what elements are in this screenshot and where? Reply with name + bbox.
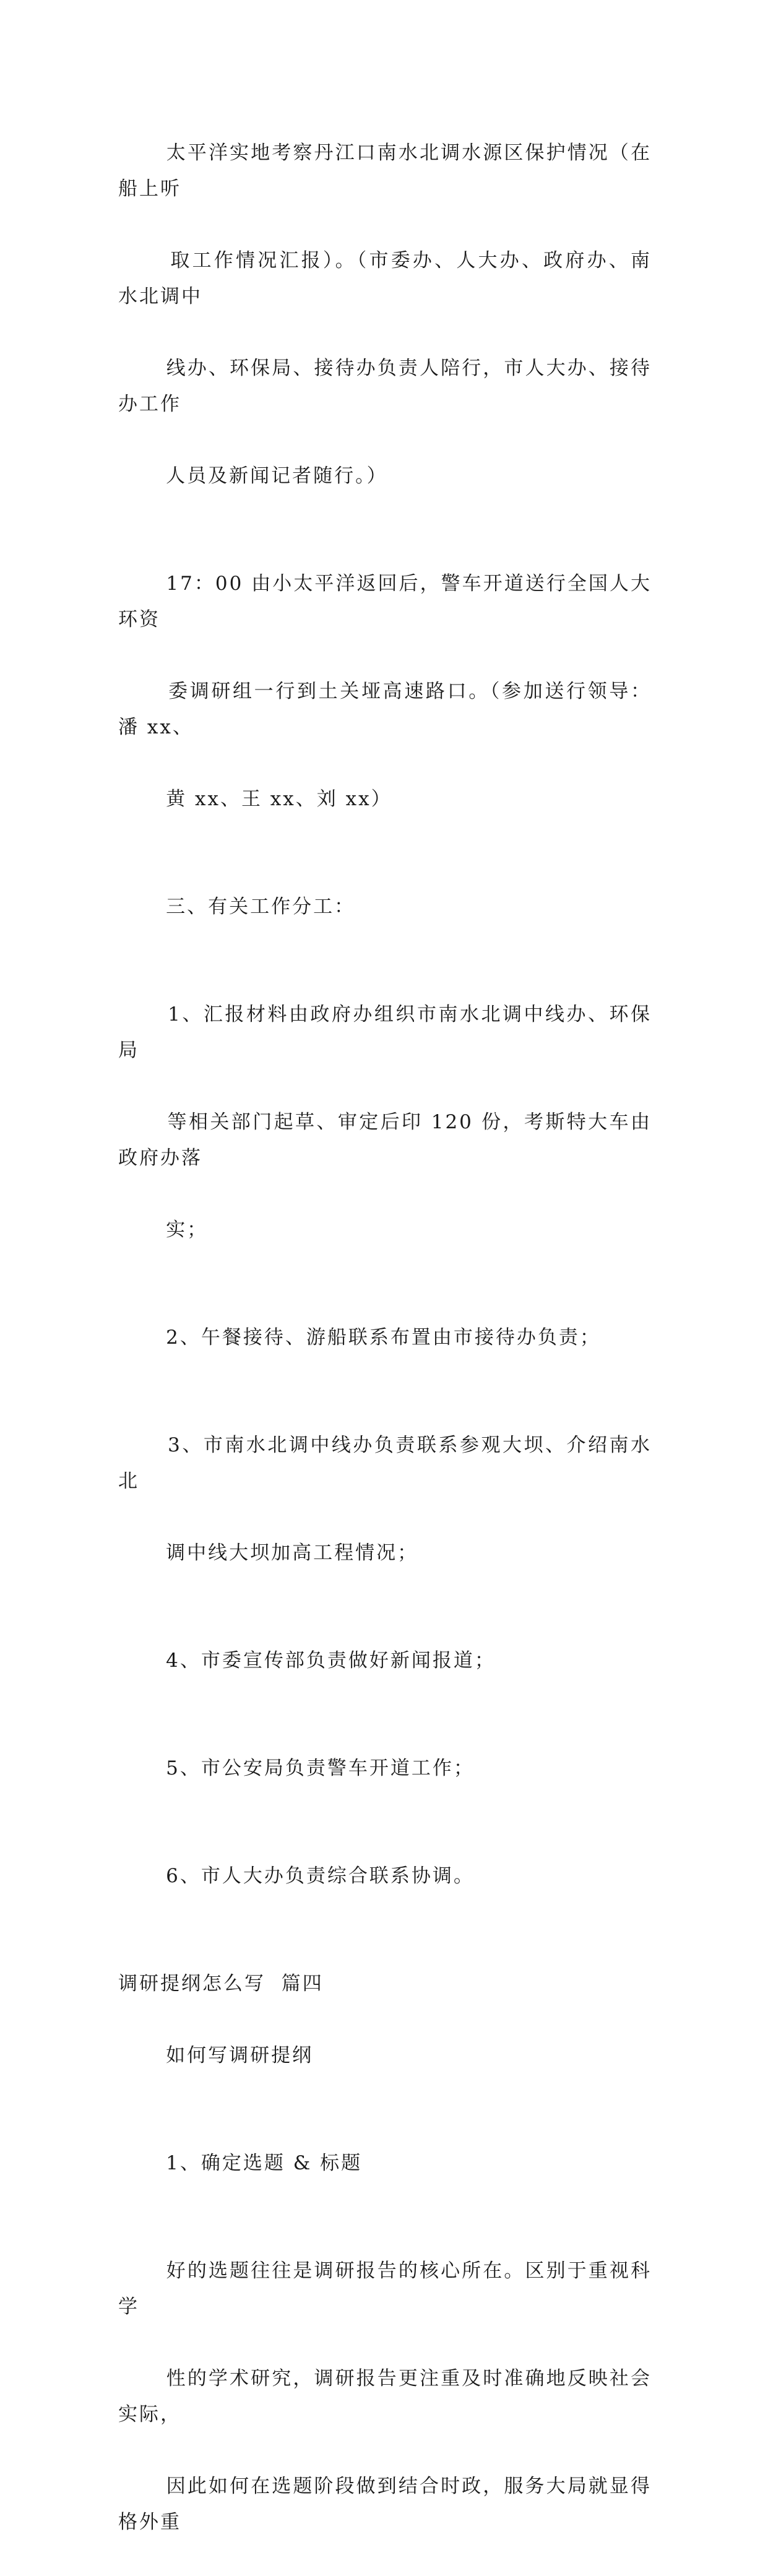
text-line: 1、确定选题 & 标题: [166, 2152, 363, 2174]
text-line: 如何写调研提纲: [166, 2044, 314, 2067]
paragraph: [118, 1284, 652, 1391]
text-line: 5、市公安局负责警车开道工作；: [166, 1757, 475, 1779]
text-line: 因此如何在选题阶段做到结合时政，服务大局就显得格外重: [118, 2475, 652, 2533]
text-line: 取工作情况汇报）。（市委办、人大办、政府办、南水北调中: [118, 249, 652, 308]
paragraph: [118, 99, 652, 530]
text-line: 17：00 由小太平洋返回后，警车开道送行全国人大环资: [118, 573, 652, 631]
paragraph: [118, 530, 652, 853]
section-heading: 调研提纲怎么写 篇四: [118, 1973, 324, 1995]
text-line: 2、午餐接待、游船联系布置由市接待办负责；: [166, 1326, 601, 1349]
paragraph: [118, 2109, 652, 2217]
text-line: 3、市南水北调中线办负责联系参观大坝、介绍南水北: [118, 1434, 652, 1492]
text-line: 线办、环保局、接待办负责人陪行，市人大办、接待办工作: [118, 357, 652, 415]
text-line: 调中线大坝加高工程情况；: [166, 1542, 419, 1564]
text-line: 6、市人大办负责综合联系协调。: [166, 1865, 475, 1887]
paragraph: [118, 853, 652, 961]
text-line: 等相关部门起草、审定后印 120 份，考斯特大车由政府办落: [118, 1111, 652, 1169]
paragraph: [118, 1607, 652, 1714]
text-line: 三、有关工作分工：: [166, 896, 356, 918]
paragraph: [118, 2217, 652, 2576]
text-line: 委调研组一行到土关垭高速路口。（参加送行领导：潘 xx、: [118, 680, 652, 738]
text-line: 好的选题往往是调研报告的核心所在。区别于重视科学: [118, 2260, 652, 2318]
paragraph: [118, 2002, 652, 2109]
text-line: 1、汇报材料由政府办组织市南水北调中线办、环保局: [118, 1003, 652, 1061]
paragraph: [118, 1391, 652, 1607]
text-line: 性的学术研究，调研报告更注重及时准确地反映社会实际，: [118, 2367, 652, 2426]
paragraph: [118, 1822, 652, 1930]
document-body: [118, 99, 652, 2576]
spacer: [118, 1930, 652, 1966]
text-line: 4、市委宣传部负责做好新闻报道；: [166, 1649, 496, 1672]
text-line: 太平洋实地考察丹江口南水北调水源区保护情况（在船上听: [118, 142, 652, 200]
text-line: 黄 xx、王 xx、刘 xx）: [166, 788, 392, 810]
text-line: 实；: [166, 1219, 209, 1241]
text-line: 人员及新闻记者随行。）: [166, 465, 388, 487]
paragraph: [118, 961, 652, 1284]
paragraph: [118, 1714, 652, 1822]
